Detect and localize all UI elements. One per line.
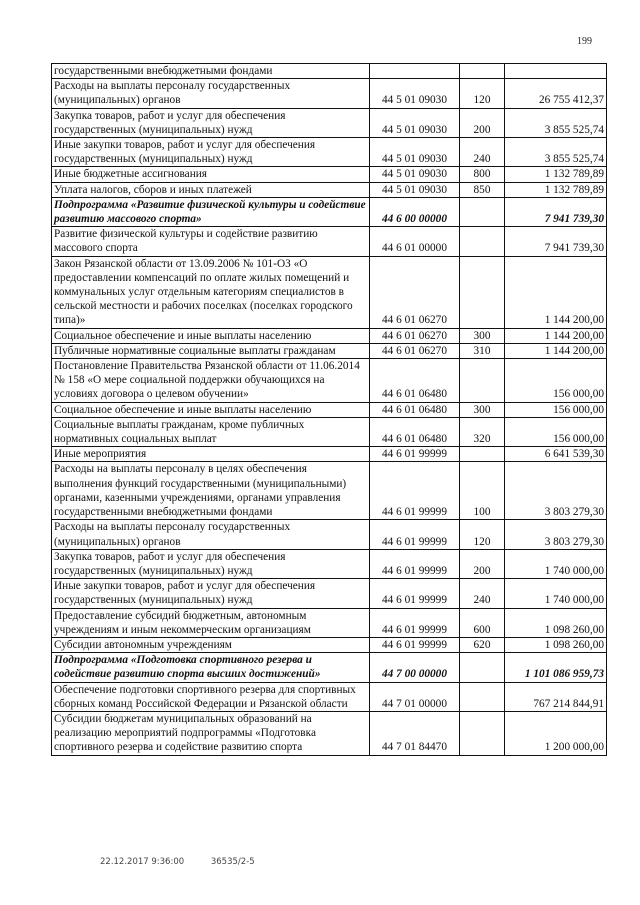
table-row xyxy=(52,417,607,446)
row-name: государственными внебюджетными фондами xyxy=(52,64,370,79)
row-amount: 1 132 789,89 xyxy=(505,167,607,182)
table-row xyxy=(52,64,607,79)
row-amount: 156 000,00 xyxy=(505,402,607,417)
footer-doc-code: 36535/2-5 xyxy=(210,857,255,867)
footer xyxy=(100,857,255,867)
row-name: Субсидии бюджетам муниципальных образований на реализацию мероприятий подпрограммы «Подготовка спортивного резерва и содействие развитию спорта xyxy=(52,711,370,755)
row-code: 44 6 01 99999 xyxy=(370,520,460,549)
row-name: Обеспечение подготовки спортивного резерва для спортивных сборных команд Российской Федерации и Рязанской области xyxy=(52,682,370,711)
row-code: 44 6 01 00000 xyxy=(370,227,460,256)
row-code: 44 6 01 99999 xyxy=(370,637,460,652)
row-amount: 1 101 086 959,73 xyxy=(505,653,607,682)
row-code: 44 6 01 99999 xyxy=(370,549,460,578)
row-expense-type: 600 xyxy=(460,608,505,637)
row-name: Уплата налогов, сборов и иных платежей xyxy=(52,182,370,197)
table-row xyxy=(52,182,607,197)
footer-datetime: 22.12.2017 9:36:00 xyxy=(100,857,185,867)
row-code: 44 6 01 99999 xyxy=(370,462,460,520)
row-amount: 1 740 000,00 xyxy=(505,549,607,578)
table-row xyxy=(52,402,607,417)
row-amount: 1 098 260,00 xyxy=(505,608,607,637)
row-amount xyxy=(505,64,607,79)
row-code: 44 6 01 06480 xyxy=(370,402,460,417)
row-name: Развитие физической культуры и содействие развитию массового спорта xyxy=(52,227,370,256)
row-expense-type: 100 xyxy=(460,462,505,520)
row-expense-type xyxy=(460,447,505,462)
row-amount: 156 000,00 xyxy=(505,359,607,403)
row-amount: 1 132 789,89 xyxy=(505,182,607,197)
table-row xyxy=(52,682,607,711)
table-row xyxy=(52,637,607,652)
row-amount: 1 200 000,00 xyxy=(505,711,607,755)
row-name: Закупка товаров, работ и услуг для обеспечения государственных (муниципальных) нужд xyxy=(52,108,370,137)
page-number: 199 xyxy=(577,36,592,47)
row-name: Расходы на выплаты персоналу государственных (муниципальных) органов xyxy=(52,520,370,549)
table-row xyxy=(52,343,607,358)
row-code: 44 7 01 84470 xyxy=(370,711,460,755)
row-code: 44 6 01 06480 xyxy=(370,417,460,446)
row-amount: 1 144 200,00 xyxy=(505,328,607,343)
row-expense-type: 120 xyxy=(460,520,505,549)
table-row xyxy=(52,359,607,403)
row-code: 44 6 01 99999 xyxy=(370,579,460,608)
table-row xyxy=(52,79,607,108)
row-name: Расходы на выплаты персоналу в целях обеспечения выполнения функций государственными (муниципальными) органами, казенными учреждениями, органами управления государственными внебюджетными фондами xyxy=(52,462,370,520)
row-name: Субсидии автономным учреждениям xyxy=(52,637,370,652)
row-amount: 1 740 000,00 xyxy=(505,579,607,608)
row-amount: 6 641 539,30 xyxy=(505,447,607,462)
row-name: Расходы на выплаты персоналу государственных (муниципальных) органов xyxy=(52,79,370,108)
row-expense-type: 200 xyxy=(460,549,505,578)
row-name: Предоставление субсидий бюджетным, автономным учреждениям и иным некоммерческим организациям xyxy=(52,608,370,637)
row-expense-type: 800 xyxy=(460,167,505,182)
row-expense-type: 240 xyxy=(460,579,505,608)
row-code: 44 7 01 00000 xyxy=(370,682,460,711)
row-code: 44 6 00 00000 xyxy=(370,197,460,226)
table-row xyxy=(52,167,607,182)
table-row xyxy=(52,197,607,226)
budget-table xyxy=(51,63,607,756)
row-name: Социальное обеспечение и иные выплаты населению xyxy=(52,328,370,343)
row-code: 44 5 01 09030 xyxy=(370,167,460,182)
row-name: Подпрограмма «Подготовка спортивного резерва и содействие развитию спорта высших достижений» xyxy=(52,653,370,682)
row-expense-type xyxy=(460,682,505,711)
row-name: Иные закупки товаров, работ и услуг для обеспечения государственных (муниципальных) нужд xyxy=(52,138,370,167)
row-amount: 3 855 525,74 xyxy=(505,138,607,167)
row-name: Иные мероприятия xyxy=(52,447,370,462)
table-row xyxy=(52,653,607,682)
row-expense-type xyxy=(460,359,505,403)
row-expense-type xyxy=(460,711,505,755)
row-expense-type: 620 xyxy=(460,637,505,652)
row-name: Закупка товаров, работ и услуг для обеспечения государственных (муниципальных) нужд xyxy=(52,549,370,578)
row-code: 44 7 00 00000 xyxy=(370,653,460,682)
row-code: 44 6 01 99999 xyxy=(370,608,460,637)
table-row xyxy=(52,108,607,137)
table-row xyxy=(52,447,607,462)
row-amount: 26 755 412,37 xyxy=(505,79,607,108)
table-row xyxy=(52,711,607,755)
row-expense-type xyxy=(460,64,505,79)
row-code: 44 5 01 09030 xyxy=(370,138,460,167)
row-name: Закон Рязанской области от 13.09.2006 № 101-ОЗ «О предоставлении компенсаций по оплате жилых помещений и коммунальных услуг отдельным категориям специалистов в сельской местности и рабочих поселках (поселках городского типа)» xyxy=(52,256,370,328)
row-expense-type: 300 xyxy=(460,402,505,417)
row-name: Постановление Правительства Рязанской области от 11.06.2014 № 158 «О мере социальной поддержки обучающихся на условиях договора о целевом обучении» xyxy=(52,359,370,403)
row-expense-type: 300 xyxy=(460,328,505,343)
row-name: Иные закупки товаров, работ и услуг для обеспечения государственных (муниципальных) нужд xyxy=(52,579,370,608)
row-amount: 3 803 279,30 xyxy=(505,520,607,549)
table-row xyxy=(52,328,607,343)
row-expense-type: 120 xyxy=(460,79,505,108)
table-row xyxy=(52,520,607,549)
row-expense-type xyxy=(460,197,505,226)
table-row xyxy=(52,549,607,578)
row-amount: 7 941 739,30 xyxy=(505,227,607,256)
row-expense-type xyxy=(460,256,505,328)
budget-table-body xyxy=(52,64,607,756)
row-amount: 7 941 739,30 xyxy=(505,197,607,226)
row-amount: 1 144 200,00 xyxy=(505,256,607,328)
row-expense-type xyxy=(460,653,505,682)
table-row xyxy=(52,256,607,328)
table-row xyxy=(52,138,607,167)
row-amount: 1 098 260,00 xyxy=(505,637,607,652)
row-name: Иные бюджетные ассигнования xyxy=(52,167,370,182)
row-amount: 156 000,00 xyxy=(505,417,607,446)
row-code xyxy=(370,64,460,79)
row-code: 44 6 01 99999 xyxy=(370,447,460,462)
row-code: 44 6 01 06270 xyxy=(370,328,460,343)
row-amount: 3 803 279,30 xyxy=(505,462,607,520)
row-code: 44 5 01 09030 xyxy=(370,182,460,197)
table-row xyxy=(52,579,607,608)
row-name: Социальное обеспечение и иные выплаты населению xyxy=(52,402,370,417)
row-expense-type: 850 xyxy=(460,182,505,197)
row-expense-type: 310 xyxy=(460,343,505,358)
row-code: 44 6 01 06270 xyxy=(370,256,460,328)
row-expense-type: 200 xyxy=(460,108,505,137)
row-amount: 3 855 525,74 xyxy=(505,108,607,137)
row-code: 44 6 01 06270 xyxy=(370,343,460,358)
row-expense-type: 320 xyxy=(460,417,505,446)
row-expense-type xyxy=(460,227,505,256)
table-row xyxy=(52,227,607,256)
row-name: Публичные нормативные социальные выплаты гражданам xyxy=(52,343,370,358)
row-amount: 767 214 844,91 xyxy=(505,682,607,711)
row-code: 44 6 01 06480 xyxy=(370,359,460,403)
row-name: Социальные выплаты гражданам, кроме публичных нормативных социальных выплат xyxy=(52,417,370,446)
row-code: 44 5 01 09030 xyxy=(370,79,460,108)
table-row xyxy=(52,462,607,520)
row-name: Подпрограмма «Развитие физической культуры и содействие развитию массового спорта» xyxy=(52,197,370,226)
row-amount: 1 144 200,00 xyxy=(505,343,607,358)
table-row xyxy=(52,608,607,637)
row-code: 44 5 01 09030 xyxy=(370,108,460,137)
row-expense-type: 240 xyxy=(460,138,505,167)
